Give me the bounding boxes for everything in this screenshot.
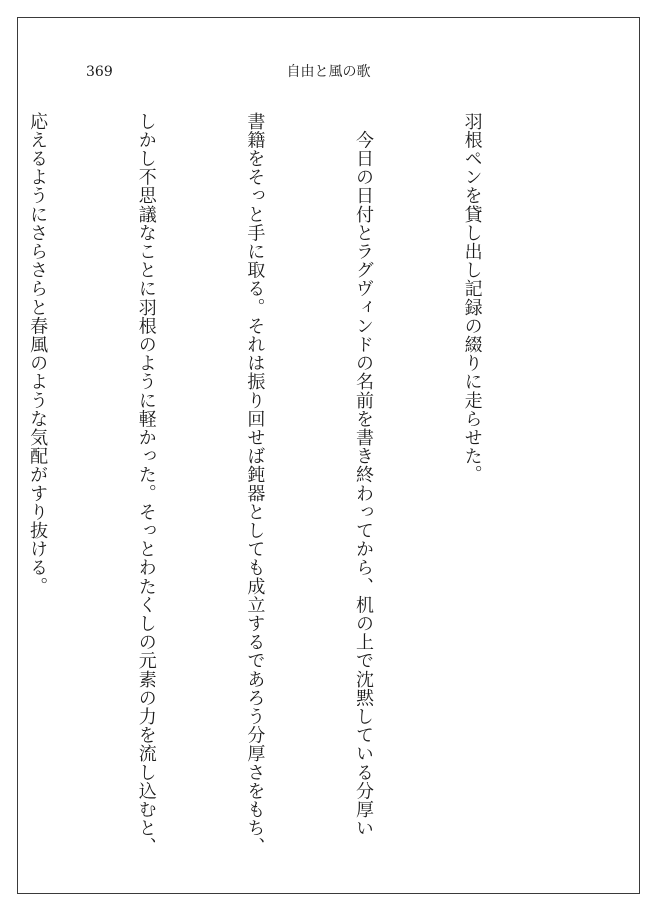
body-text xyxy=(0,112,562,856)
text-line: しかし不思議なことに羽根のように軽かった。そっとわたくしの元素の力を流し込むと、 xyxy=(135,112,157,856)
text-line: 羽根ペンを貸し出し記録の綴りに走らせた。 xyxy=(461,112,483,484)
text-line: 応えるようにさらさらと春風のような気配がすり抜ける。 xyxy=(27,112,49,596)
text-line: 今日の日付とラグヴィンドの名前を書き終わってから、机の上で沈黙している分厚い xyxy=(352,112,374,838)
page-number: 369 xyxy=(86,64,113,80)
text-line: 書籍をそっと手に取る。それは振り回せば鈍器としても成立するであろう分厚さをもち、 xyxy=(244,112,266,856)
running-title: 自由と風の歌 xyxy=(286,64,371,80)
